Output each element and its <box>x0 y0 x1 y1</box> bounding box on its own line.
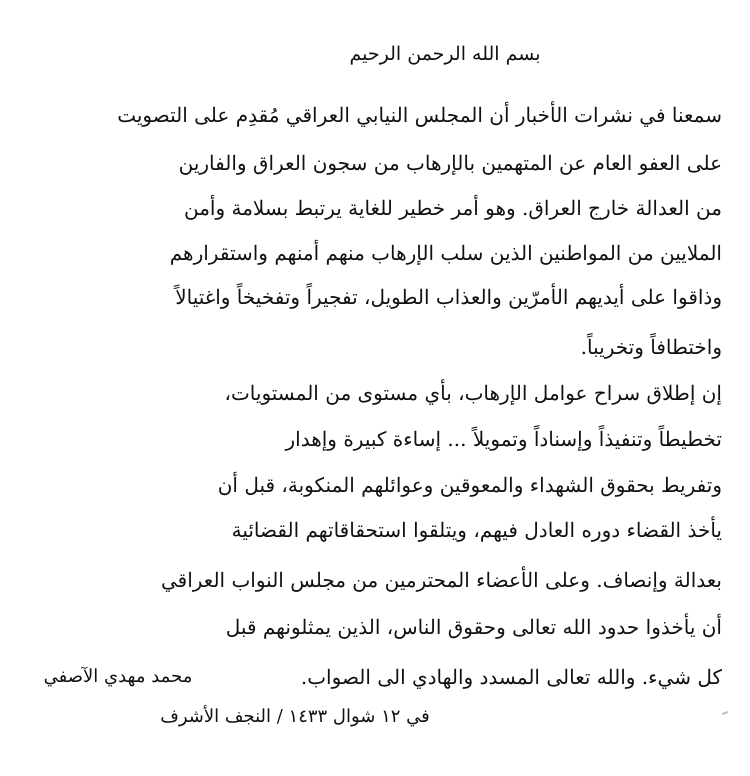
signature-name: محمد مهدي الآصفي <box>43 666 193 687</box>
letter-line-11: بعدالة وإنصاف. وعلى الأعضاء المحترمين من مجلس النواب العراقي <box>160 568 722 592</box>
letter-line-6: واختطافاً وتخريباً. <box>580 335 722 359</box>
letter-line-7: إن إطلاق سراح عوامل الإرهاب، بأي مستوى من المستويات، <box>224 381 722 405</box>
basmala-heading: بسم الله الرحمن الرحيم <box>349 43 541 65</box>
letter-line-4: الملايين من المواطنين الذين سلب الإرهاب منهم أمنهم واستقرارهم <box>169 241 722 265</box>
letter-line-10: يأخذ القضاء دوره العادل فيهم، ويتلقوا استحقاقاتهم القضائية <box>231 518 722 542</box>
letter-line-8: تخطيطاً وتنفيذاً وإسناداً وتمويلاً ... إساءة كبيرة وإهدار <box>285 427 722 451</box>
paper-speck <box>722 711 728 715</box>
signature-date-place: في ١٢ شوال ١٤٣٣ / النجف الأشرف <box>160 706 430 727</box>
letter-line-2: على العفو العام عن المتهمين بالإرهاب من سجون العراق والفارين <box>178 151 722 175</box>
letter-line-5: وذاقوا على أيديهم الأمرّين والعذاب الطويل، تفجيراً وتفخيخاً واغتيالاً <box>175 285 722 309</box>
letter-line-9: وتفريط بحقوق الشهداء والمعوقين وعوائلهم المنكوبة، قبل أن <box>217 473 722 497</box>
letter-line-1: سمعنا في نشرات الأخبار أن المجلس النيابي العراقي مُقدِم على التصويت <box>117 103 722 127</box>
letter-line-3: من العدالة خارج العراق. وهو أمر خطير للغاية يرتبط بسلامة وأمن <box>183 196 722 220</box>
letter-line-13: كل شيء. والله تعالى المسدد والهادي الى الصواب. <box>300 665 722 689</box>
letter-line-12: أن يأخذوا حدود الله تعالى وحقوق الناس، الذين يمثلونهم قبل <box>225 615 722 639</box>
